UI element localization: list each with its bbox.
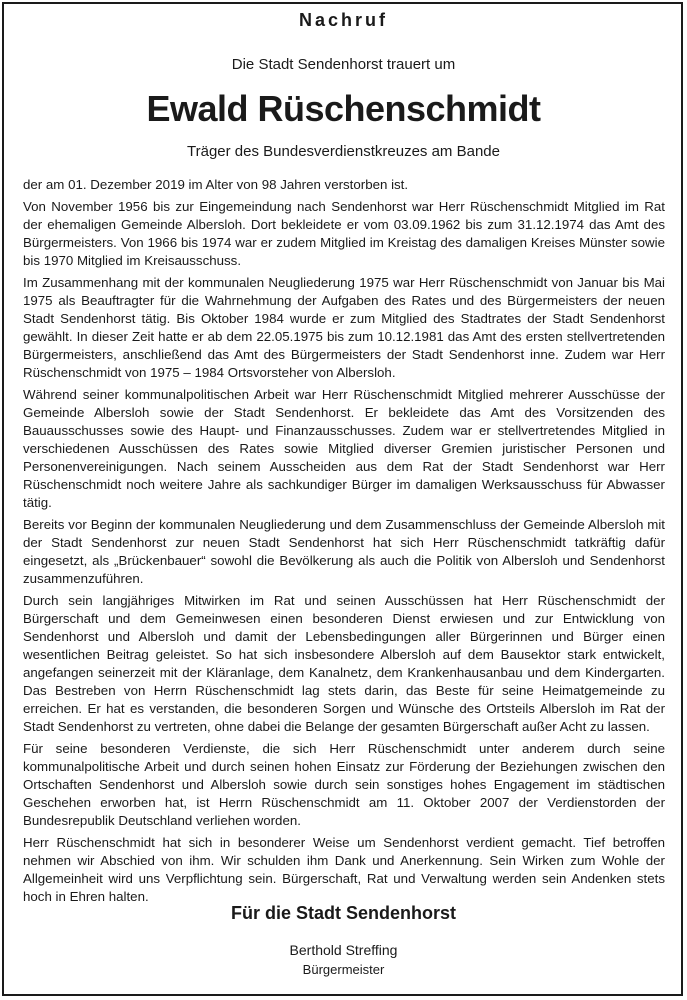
signer-name: Berthold Streffing [289, 942, 398, 958]
deceased-name: Ewald Rüschenschmidt [146, 88, 541, 129]
paragraph: der am 01. Dezember 2019 im Alter von 98 Jahren verstorben ist. [23, 177, 409, 192]
honor-line: Träger des Bundesverdienstkreuzes am Bande [187, 143, 500, 160]
intro-line: Die Stadt Sendenhorst trauert um [231, 56, 456, 73]
paragraph: Im Zusammenhang mit der kommunalen Neugliederung 1975 war Herr Rüschenschmidt von Januar bis Mai 1975 als Beauftragter für die Wahrnehmung der Aufgaben des Rates und des Bürgermeisters der neuen Stadt Sendenhorst tätig. Bis Oktober 1984 wurde er zum Mitglied des Stadtrates der Stadt Sendenhorst gewählt. In dieser Zeit hatte er ab dem 22.05.1975 bis zum 10.12.1981 das Amt des ersten stellvertretenden Bürgermeisters, anschließend das Amt des Bürgermeisters der Stadt Sendenhorst inne. Zudem war Herr Rüschenschmidt von 1975 – 1984 Ortsvorsteher von Albersloh. [23, 275, 665, 380]
paragraph: Herr Rüschenschmidt hat sich in besonderer Weise um Sendenhorst verdient gemacht. Tief betroffen nehmen wir Abschied von ihm. Wir schulden ihm Dank und Anerkennung. Sein Wirken zum Wohle der Allgemeinheit wird uns Verpflichtung sein. Bürgerschaft, Rat und Verwaltung werden sein Andenken stets hoch in Ehren halten. [23, 835, 665, 904]
paragraph: Durch sein langjähriges Mitwirken im Rat und seinen Ausschüssen hat Herr Rüschenschmidt der Bürgerschaft und dem Gemeinwesen einen besonderen Dienst erwiesen und zur Entwicklung von Sendenhorst und Albersloh und damit der Lebensbedingungen aller Bürgerinnen und Bürger einen wesentlichen Beitrag geleistet. So hat sich insbesondere Albersloh auf dem Bausektor stark entwickelt, angefangen seinerzeit mit der Kläranlage, dem Kanalnetz, dem Krankenhausanbau und dem Kindergarten. Das Bestreben von Herrn Rüschenschmidt lag stets darin, das Beste für seine Heimatgemeinde zu erreichen. Er hat es verstanden, die besonderen Sorgen und Wünsche des Ortsteils Albersloh im Rat der Stadt Sendenhorst zu vertreten, ohne dabei die Belange der gesamten Bürgerschaft außer Acht zu lassen. [23, 593, 665, 734]
paragraph: Während seiner kommunalpolitischen Arbeit war Herr Rüschenschmidt Mitglied mehrerer Ausschüsse der Gemeinde Albersloh sowie der Stadt Sendenhorst. Er bekleidete das Amt des Vorsitzenden des Bauausschusses sowie des Haupt- und Finanzausschusses. Zudem war er stellvertretendes Mitglied in verschiedenen Ausschüssen des Rates sowie Mitglied diverser Gremien juristischer Personen und Personenvereinigungen. Nach seinem Ausscheiden aus dem Rat der Stadt Sendenhorst war Herr Rüschenschmidt noch weitere Jahre als sachkundiger Bürger im damaligen Werksausschuss für Abwasser tätig. [23, 387, 665, 510]
paragraph: Für seine besonderen Verdienste, die sich Herr Rüschenschmidt unter anderem durch seine kommunalpolitische Arbeit und durch seinen hohen Einsatz zur Förderung der Beziehungen zwischen den Ortschaften Sendenhorst und Albersloh sowie durch sein sonstiges hohes Engagement im städtischen Geschehen erworben hat, ist Herrn Rüschenschmidt am 11. Oktober 2007 der Verdienstorden der Bundesrepublik Deutschland verliehen worden. [23, 741, 665, 828]
paragraph: Von November 1956 bis zur Eingemeindung nach Sendenhorst war Herr Rüschenschmidt Mitglied im Rat der ehemaligen Gemeinde Albersloh. Dort bekleidete er vom 03.09.1962 bis zum 31.12.1974 das Amt des Bürgermeisters. Von 1966 bis 1974 war er zudem Mitglied im Kreistag des damaligen Kreises Münster sowie bis 1970 Mitglied im Kreisausschuss. [23, 199, 665, 268]
obituary-heading: Nachruf [298, 10, 388, 30]
signer-role: Bürgermeister [302, 962, 385, 977]
paragraph: Bereits vor Beginn der kommunalen Neugliederung und dem Zusammenschluss der Gemeinde Albersloh mit der Stadt Sendenhorst zur neuen Stadt Sendenhorst hat sich Herr Rüschenschmidt tatkräftig dafür eingesetzt, als „Brückenbauer“ sowohl die Bevölkerung als auch die Politik von Albersloh und Sendenhorst zusammenzuführen. [23, 517, 665, 586]
signature-title: Für die Stadt Sendenhorst [230, 903, 457, 923]
obituary-body [23, 176, 665, 910]
